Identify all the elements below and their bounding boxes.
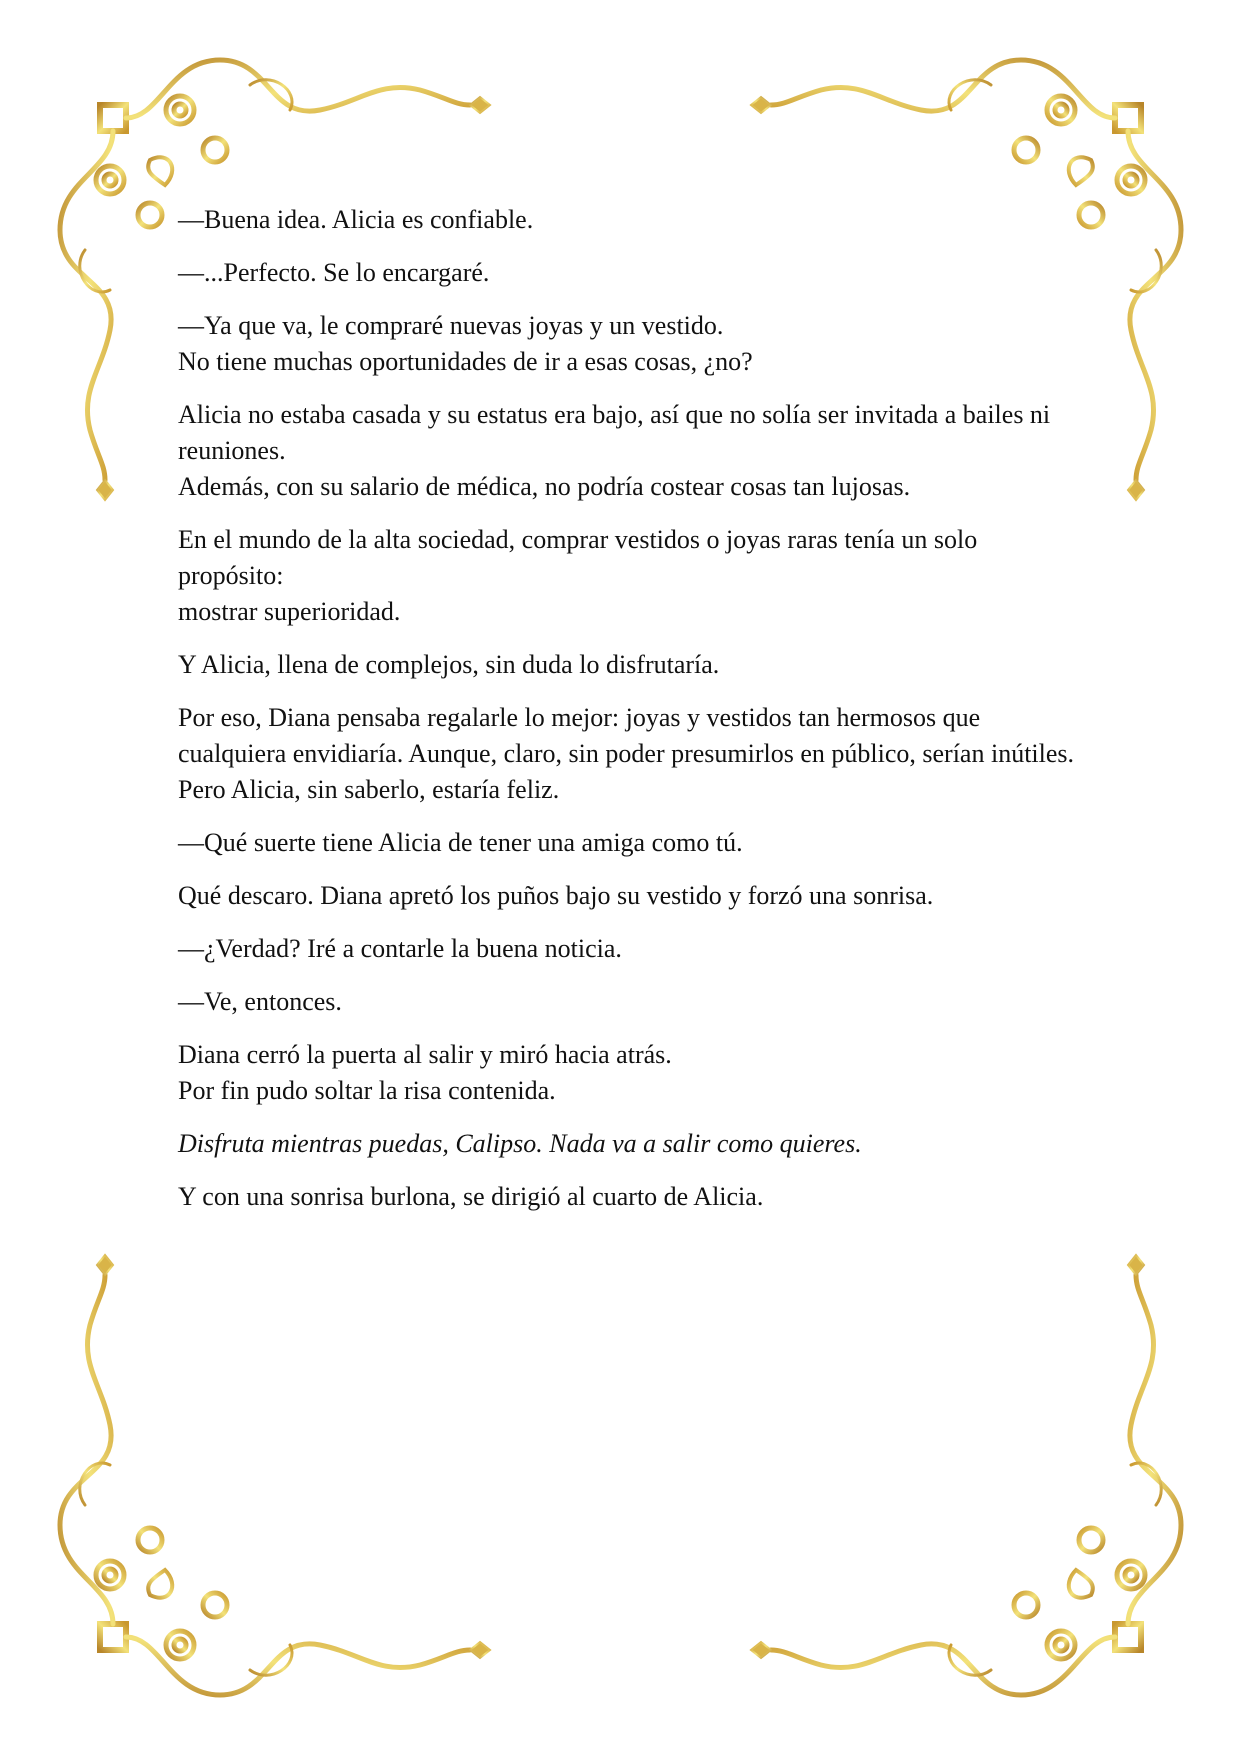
corner-ornament-bottom-right bbox=[751, 1255, 1181, 1695]
paragraph bbox=[178, 522, 1078, 630]
paragraph-line: Diana cerró la puerta al salir y miró hacia atrás. bbox=[178, 1040, 672, 1069]
corner-ornament-bottom-left bbox=[60, 1255, 490, 1695]
paragraph-line: Pero Alicia, sin saberlo, estaría feliz. bbox=[178, 775, 560, 804]
paragraph-line: Además, con su salario de médica, no podría costear cosas tan lujosas. bbox=[178, 472, 911, 501]
paragraph-line: —Ve, entonces. bbox=[178, 987, 342, 1016]
story-text bbox=[178, 202, 1078, 1232]
paragraph-line: Por fin pudo soltar la risa contenida. bbox=[178, 1076, 556, 1105]
paragraph bbox=[178, 647, 1078, 683]
paragraph-line: —Ya que va, le compraré nuevas joyas y un vestido. bbox=[178, 311, 724, 340]
paragraph bbox=[178, 984, 1078, 1020]
paragraph bbox=[178, 255, 1078, 291]
paragraph-line: Y con una sonrisa burlona, se dirigió al cuarto de Alicia. bbox=[178, 1182, 764, 1211]
paragraph-line: Disfruta mientras puedas, Calipso. Nada va a salir como quieres. bbox=[178, 1129, 862, 1158]
paragraph bbox=[178, 931, 1078, 967]
paragraph-line: Qué descaro. Diana apretó los puños bajo su vestido y forzó una sonrisa. bbox=[178, 881, 934, 910]
paragraph bbox=[178, 1179, 1078, 1215]
paragraph bbox=[178, 700, 1078, 808]
paragraph bbox=[178, 1037, 1078, 1109]
paragraph bbox=[178, 397, 1078, 505]
paragraph-line: —¿Verdad? Iré a contarle la buena noticia. bbox=[178, 934, 622, 963]
paragraph-line: No tiene muchas oportunidades de ir a esas cosas, ¿no? bbox=[178, 347, 753, 376]
paragraph bbox=[178, 308, 1078, 380]
paragraph-line: —Buena idea. Alicia es confiable. bbox=[178, 205, 534, 234]
paragraph bbox=[178, 202, 1078, 238]
paragraph-line: mostrar superioridad. bbox=[178, 597, 401, 626]
paragraph-line: Alicia no estaba casada y su estatus era bajo, así que no solía ser invitada a bailes ni reuniones. bbox=[178, 400, 1051, 465]
paragraph bbox=[178, 878, 1078, 914]
paragraph-line: —...Perfecto. Se lo encargaré. bbox=[178, 258, 490, 287]
paragraph-line: Y Alicia, llena de complejos, sin duda lo disfrutaría. bbox=[178, 650, 720, 679]
paragraph-line: Por eso, Diana pensaba regalarle lo mejor: joyas y vestidos tan hermosos que cualquiera envidiaría. Aunque, claro, sin poder presumirlos en público, serían inútiles. bbox=[178, 703, 1075, 768]
paragraph-line: —Qué suerte tiene Alicia de tener una amiga como tú. bbox=[178, 828, 743, 857]
paragraph bbox=[178, 825, 1078, 861]
paragraph bbox=[178, 1126, 1078, 1162]
paragraph-line: En el mundo de la alta sociedad, comprar vestidos o joyas raras tenía un solo propósito: bbox=[178, 525, 978, 590]
